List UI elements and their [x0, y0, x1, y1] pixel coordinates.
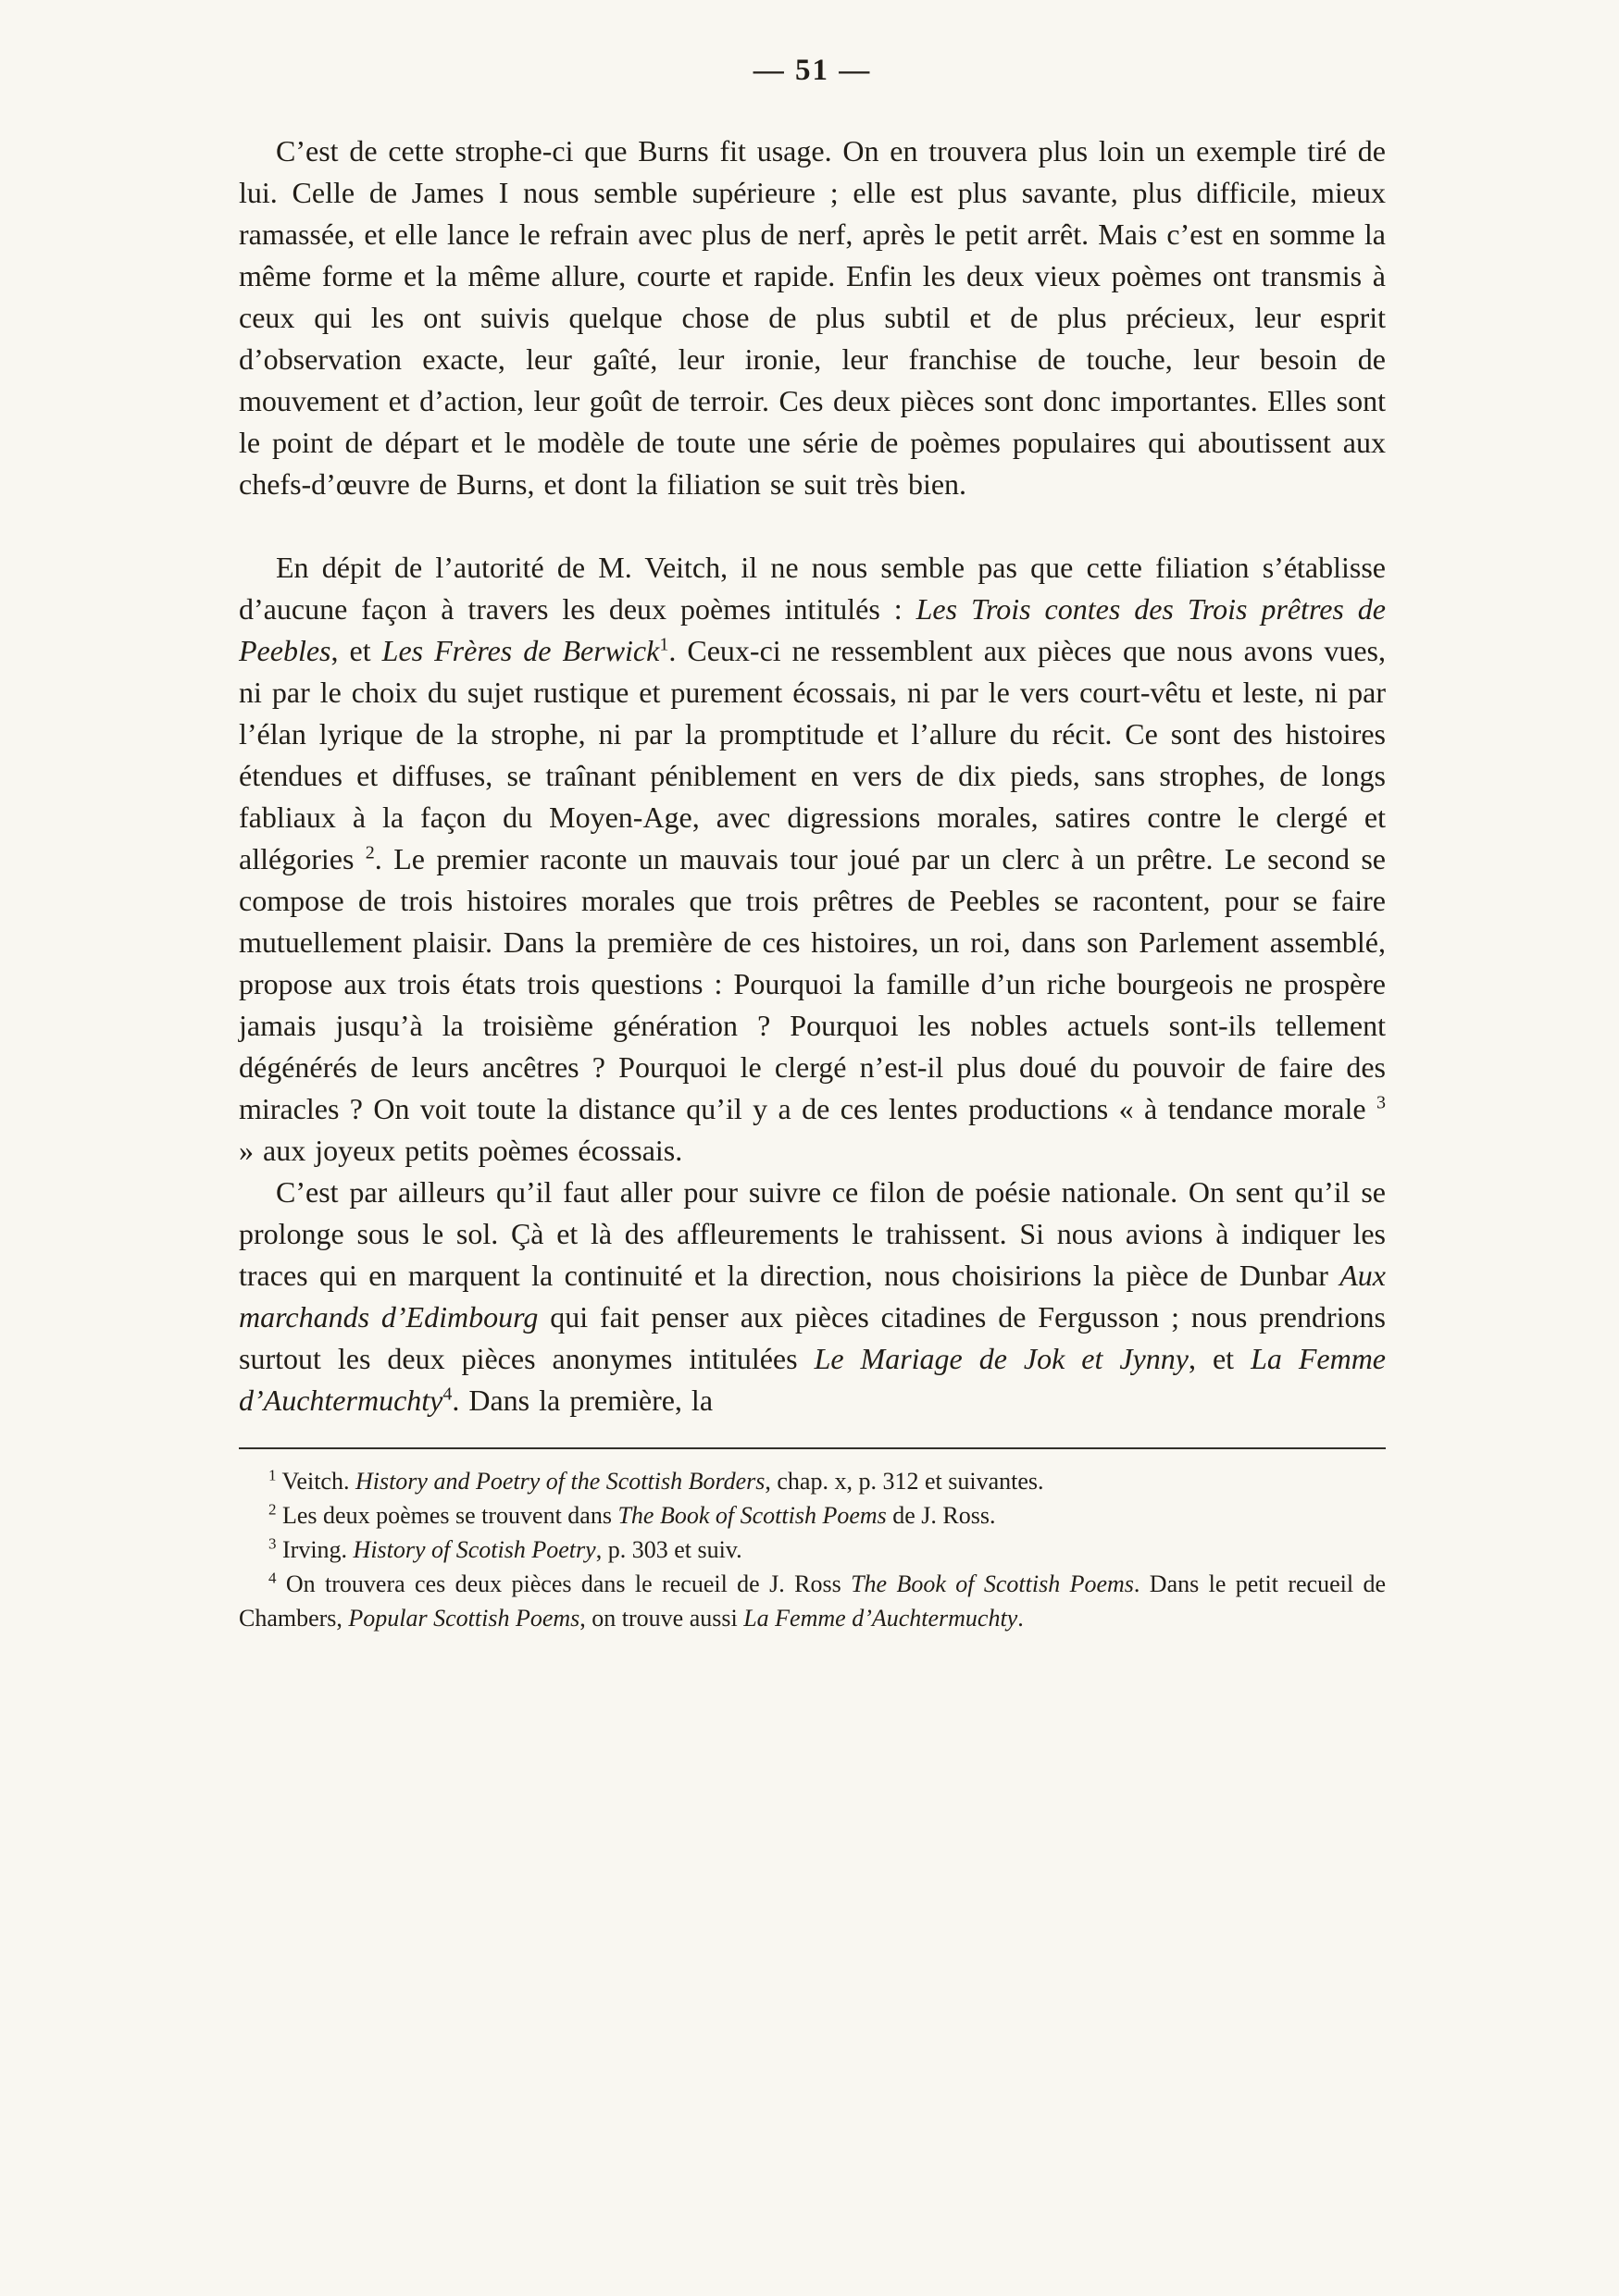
paragraph-2-text: En dépit de l’autorité de M. Veitch, il ne nous semble pas que cette filiation s’établisse d’aucune façon à travers les deux poèmes intitulés : — [239, 551, 1386, 626]
footnote-ref-1: 1 — [659, 634, 669, 655]
footnote-2 — [239, 1498, 1386, 1533]
footnote-4 — [239, 1567, 1386, 1635]
work-title-history-scotish-poetry: History of Scotish Poetry — [353, 1536, 596, 1563]
footnote-1 — [239, 1464, 1386, 1498]
paragraph-1 — [239, 130, 1386, 505]
footnote-3 — [239, 1533, 1386, 1567]
footnote-4-text: , on trouve aussi — [579, 1605, 744, 1632]
footnote-4-text: On trouvera ces deux pièces dans le recueil de J. Ross — [276, 1570, 852, 1597]
work-title-femme-auchtermuchty: La Femme d’Auchtermuchty — [239, 1342, 1387, 1417]
footnote-4-text: . — [1017, 1605, 1024, 1632]
footnote-ref-2: 2 — [365, 842, 375, 863]
footnote-ref-3: 3 — [1376, 1092, 1386, 1113]
paragraph-2 — [239, 547, 1386, 1172]
footnote-ref-4: 4 — [442, 1384, 453, 1405]
paragraph-2-text: . Ceux-ci ne ressemblent aux pièces que nous avons vues, ni par le choix du sujet rustique et purement écossais, ni par le vers court-vêtu et leste, ni par l’élan lyrique de la strophe, ni par la promptitude et l’allure du récit. Ce sont des histoires étendues et diffuses, se traînant péniblement en vers de dix pieds, sans strophes, de longs fabliaux à la façon du Moyen-Age, avec digressions morales, satires contre le clergé et allégories — [239, 634, 1387, 875]
footnote-1-text: Veitch. — [276, 1468, 355, 1495]
work-title-book-scottish-poems: The Book of Scottish Poems — [617, 1502, 887, 1529]
footnote-4-marker: 4 — [268, 1569, 277, 1587]
paragraph-1-text: C’est de cette strophe-ci que Burns fit usage. On en trouvera plus loin un exemple tiré de lui. Celle de James I nous semble supérieure ; elle est plus savante, plus difficile, mieux ramassée, et elle lance le refrain avec plus de nerf, après le petit arrêt. Mais c’est en somme la même forme et la même allure, courte et rapide. Enfin les deux vieux poèmes ont transmis à ceux qui les ont suivis quelque chose de plus subtil et de plus précieux, leur esprit d’observation exacte, leur gaîté, leur ironie, leur franchise de touche, leur besoin de mouvement et d’action, leur goût de terroir. Ces deux pièces sont donc importantes. Elles sont le point de départ et le modèle de toute une série de poèmes populaires qui aboutissent aux chefs-d’œuvre de Burns, et dont la filiation se suit très bien. — [239, 134, 1386, 501]
footnote-2-marker: 2 — [268, 1500, 277, 1519]
work-title-aux-marchands: Aux marchands d’Edimbourg — [239, 1259, 1386, 1334]
footnote-1-marker: 1 — [268, 1466, 277, 1484]
footnote-1-text: , chap. x, p. 312 et suivantes. — [765, 1468, 1044, 1495]
work-title-freres-berwick: Les Frères de Berwick — [381, 634, 660, 667]
main-text — [239, 130, 1386, 1421]
footnote-3-marker: 3 — [268, 1534, 277, 1553]
work-title-book-scottish-poems-2: The Book of Scottish Poems — [851, 1570, 1134, 1597]
work-title-trois-contes: Les Trois contes des Trois prêtres de Peebles — [239, 592, 1387, 667]
footnote-3-text: , p. 303 et suiv. — [595, 1536, 742, 1563]
paragraph-3-text: . Dans la première, la — [452, 1384, 714, 1417]
footnote-2-text: Les deux poèmes se trouvent dans — [276, 1502, 618, 1529]
paragraph-3-text: qui fait penser aux pièces citadines de Fergusson ; nous prendrions surtout les deux pièces anonymes intitulées — [239, 1300, 1387, 1375]
paragraph-2-text: , et — [330, 634, 382, 667]
paragraph-3-text: , et — [1189, 1342, 1252, 1375]
footnotes-section — [239, 1447, 1386, 1635]
paragraph-2-text: » aux joyeux petits poèmes écossais. — [239, 1134, 683, 1167]
work-title-femme-auchtermuchty-2: La Femme d’Auchtermuchty — [743, 1605, 1018, 1632]
work-title-popular-scottish-poems: Popular Scottish Poems — [348, 1605, 580, 1632]
work-title-mariage-jok: Le Mariage de Jok et Jynny — [814, 1342, 1189, 1375]
paragraph-3 — [239, 1172, 1386, 1421]
page-number: — 51 — — [753, 54, 872, 87]
work-title-scottish-borders: History and Poetry of the Scottish Borders — [355, 1468, 766, 1495]
paragraph-2-text: . Le premier raconte un mauvais tour joué par un clerc à un prêtre. Le second se compose de trois histoires morales que trois prêtres de Peebles se racontent, pour se faire mutuellement plaisir. Dans la première de ces histoires, un roi, dans son Parlement assemblé, propose aux trois états trois questions : Pourquoi la famille d’un riche bourgeois ne prospère jamais jusqu’à la troisième génération ? Pourquoi les nobles actuels sont-ils tellement dégénérés de leurs ancêtres ? Pourquoi le clergé n’est-il plus doué du pouvoir de faire des miracles ? On voit toute la distance qu’il y a de ces lentes productions « à tendance morale — [239, 842, 1387, 1125]
footnote-3-text: Irving. — [276, 1536, 354, 1563]
paragraph-3-text: C’est par ailleurs qu’il faut aller pour suivre ce filon de poésie nationale. On sent qu’il se prolonge sous le sol. Çà et là des affleurements le trahissent. Si nous avions à indiquer les traces qui en marquent la continuité et la direction, nous choisirions la pièce de Dunbar — [239, 1175, 1386, 1292]
footnote-2-text: de J. Ross. — [886, 1502, 996, 1529]
footnote-4-text: . Dans le petit recueil de Chambers, — [239, 1570, 1386, 1632]
